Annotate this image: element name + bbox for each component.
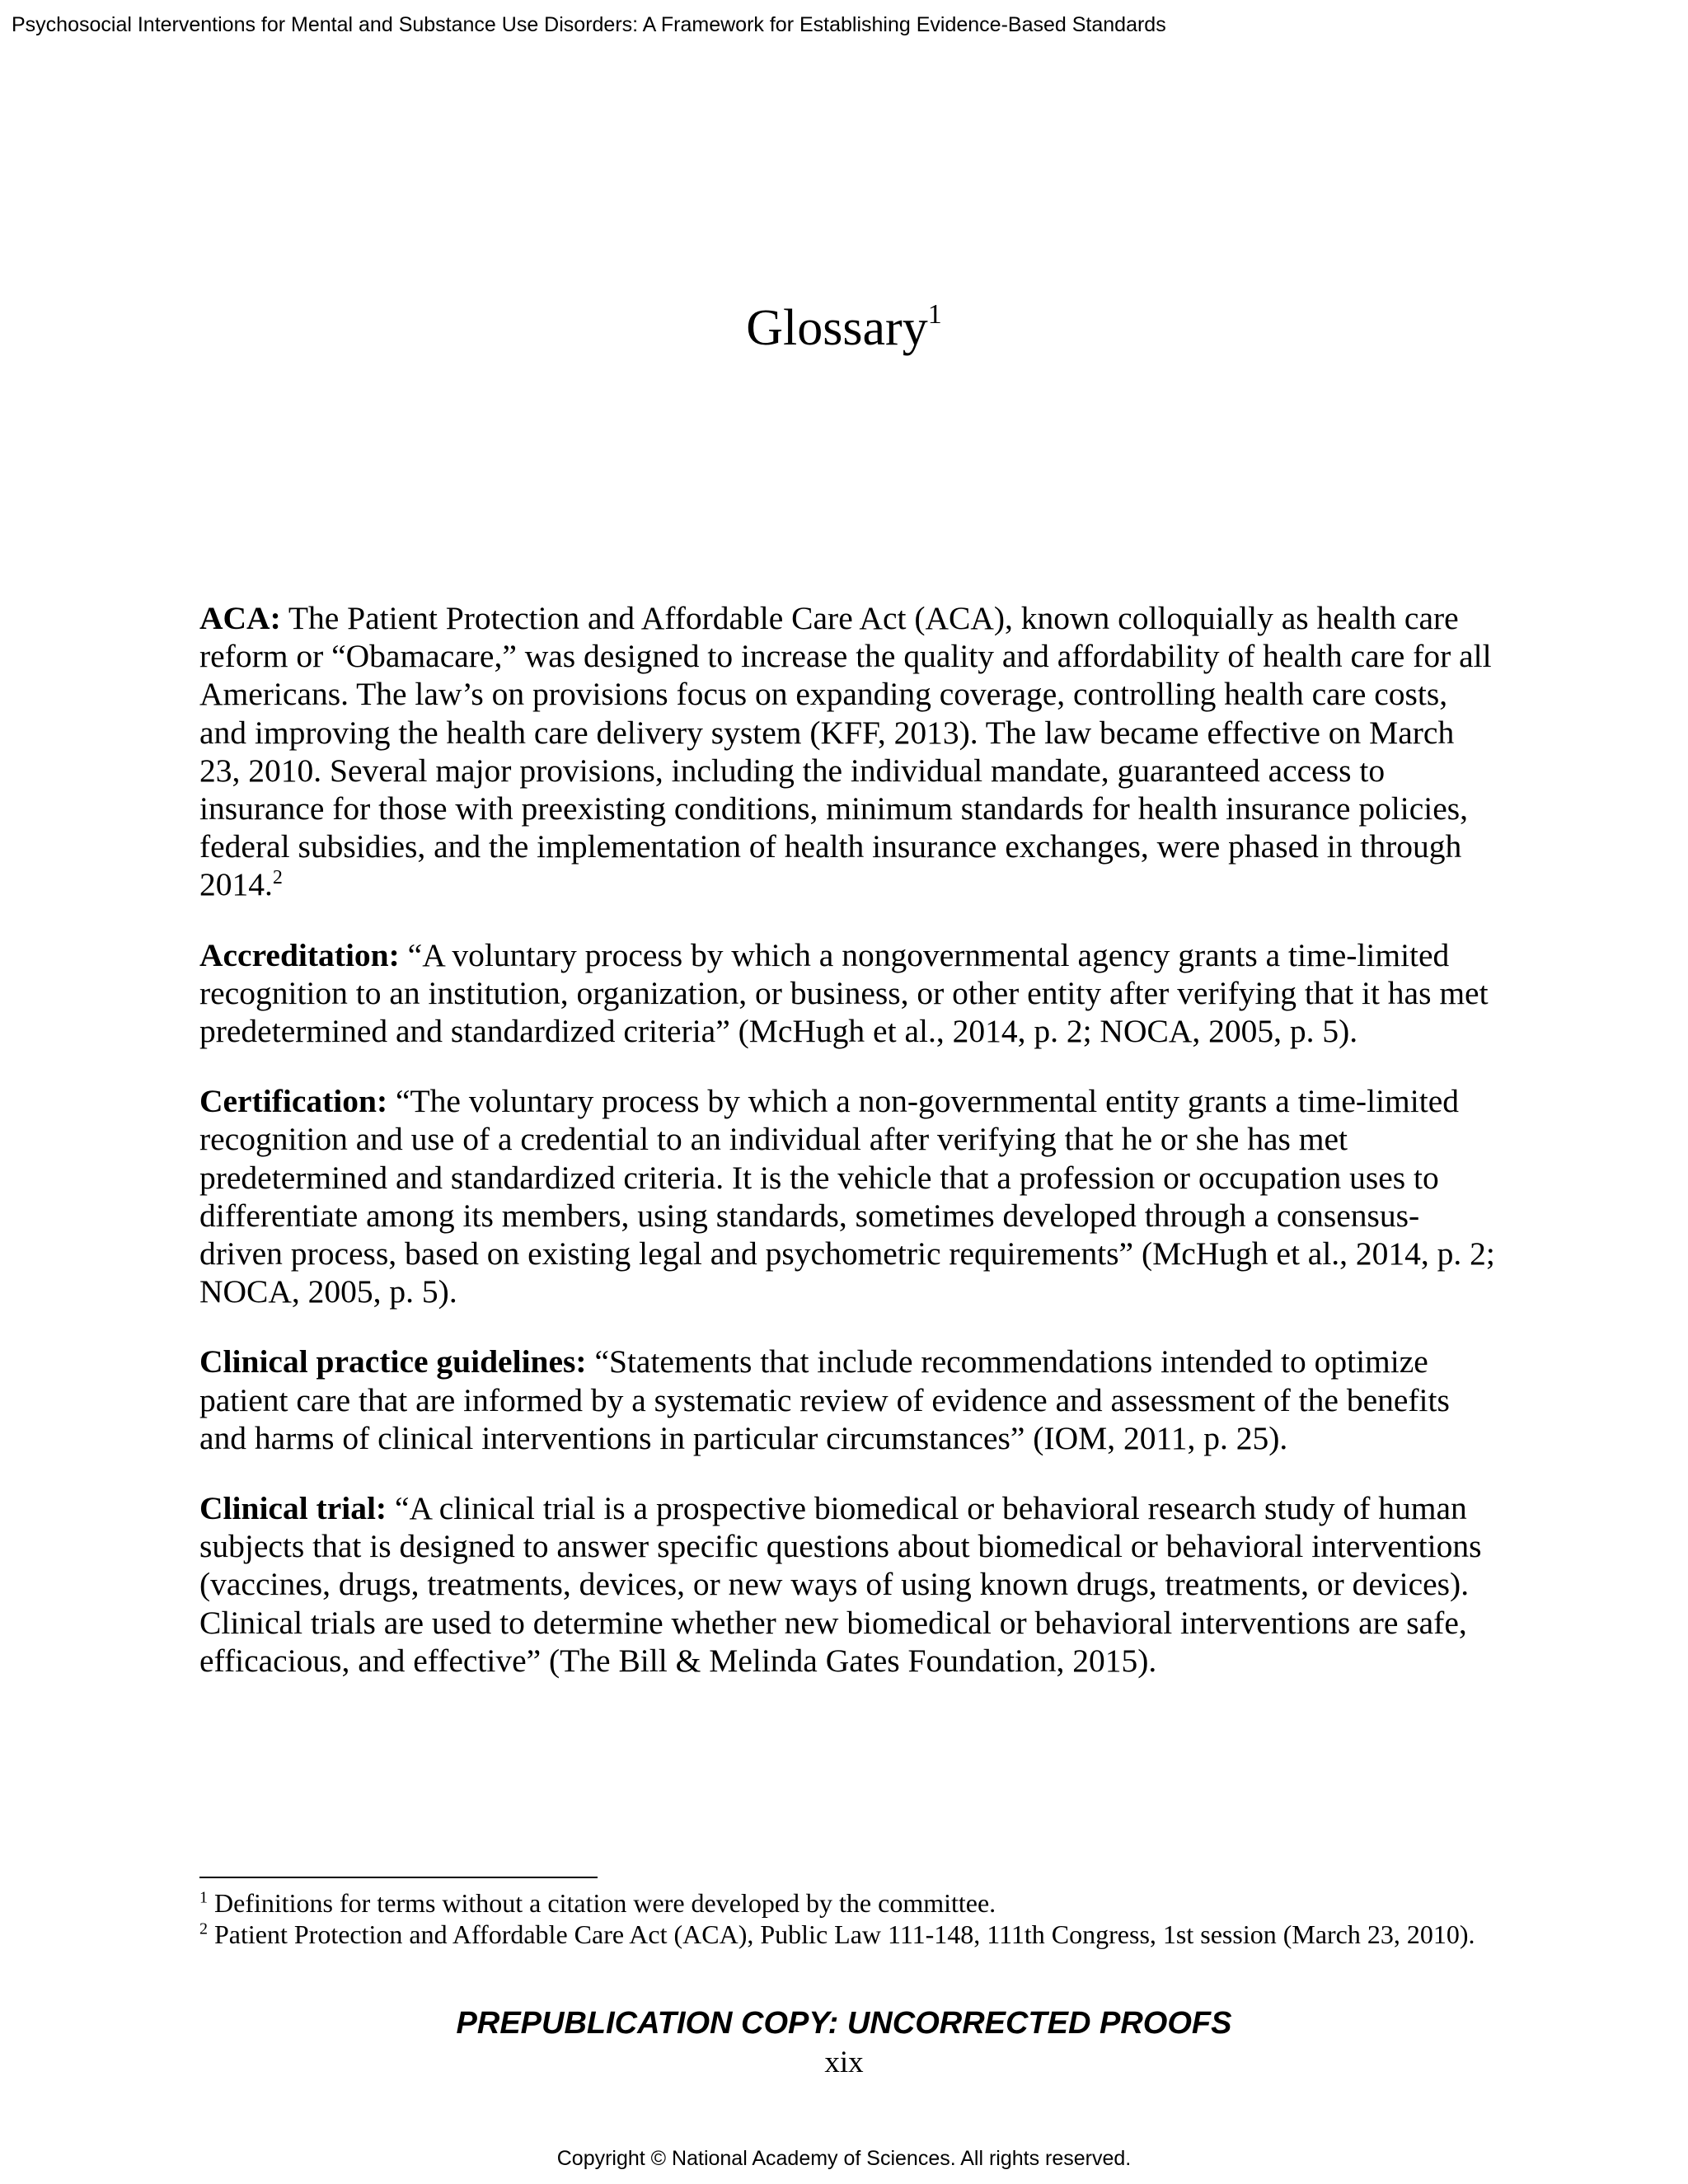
glossary-term: Clinical trial: xyxy=(199,1490,387,1527)
footnote-2 xyxy=(199,1919,1502,1950)
footnote-divider xyxy=(199,1877,598,1878)
prepublication-notice: PREPUBLICATION COPY: UNCORRECTED PROOFS xyxy=(456,2006,1232,2041)
glossary-definition: “A voluntary process by which a nongovernmental agency grants a time-limited recognition to an institution, organization, or business, or other entity after verifying that it has met predetermined and standardized criteria” (McHugh et al., 2014, p. 2; NOCA, 2005, p. 5). xyxy=(199,936,1489,1050)
glossary-term: ACA: xyxy=(199,600,281,636)
glossary-definition: “The voluntary process by which a non-governmental entity grants a time-limited recognition and use of a credential to an individual after verifying that he or she has met predetermined and standardized criteria. It is the vehicle that a profession or occupation uses to differentiate among its members, using standards, sometimes developed through a consensus-driven process, based on existing legal and psychometric requirements” (McHugh et al., 2014, p. 2; NOCA, 2005, p. 5). xyxy=(199,1083,1495,1310)
footnotes xyxy=(199,1887,1502,1950)
page-title xyxy=(0,295,1688,361)
page-title-text: Glossary xyxy=(746,300,928,356)
glossary-entry-certification xyxy=(199,1082,1502,1310)
glossary-definition: The Patient Protection and Affordable Care Act (ACA), known colloquially as health care reform or “Obamacare,” was designed to increase the quality and affordability of health care for all Americans. The law’s on provisions focus on expanding coverage, controlling health care costs, and improving the health care delivery system (KFF, 2013). The law became effective on March 23, 2010. Several major provisions, including the individual mandate, guaranteed access to insurance for those with preexisting conditions, minimum standards for health insurance policies, federal subsidies, and the implementation of health insurance exchanges, were phased in through 2014. xyxy=(199,600,1492,903)
footnote-text: Definitions for terms without a citation were developed by the committee. xyxy=(208,1888,996,1918)
glossary-term: Accreditation: xyxy=(199,936,400,973)
glossary-definition: “Statements that include recommendations intended to optimize patient care that are informed by a systematic review of evidence and assessment of the benefits and harms of clinical interventions in particular circumstances” (IOM, 2011, p. 25). xyxy=(199,1343,1450,1456)
glossary-entry-accreditation xyxy=(199,936,1502,1051)
running-header: Psychosocial Interventions for Mental and Substance Use Disorders: A Framework for Establishing Evidence-Based Standards xyxy=(12,13,1166,36)
glossary-term: Certification: xyxy=(199,1083,388,1120)
footnote-text: Patient Protection and Affordable Care Act (ACA), Public Law 111-148, 111th Congress, 1st session (March 23, 2010). xyxy=(208,1919,1475,1949)
entry-footnote-ref[interactable]: 2 xyxy=(272,867,283,889)
page-number: xix xyxy=(824,2046,864,2079)
glossary-term: Clinical practice guidelines: xyxy=(199,1343,587,1380)
footnote-number: 1 xyxy=(199,1888,208,1907)
title-footnote-ref[interactable]: 1 xyxy=(927,299,942,330)
glossary-entry-clinical-practice-guidelines xyxy=(199,1343,1502,1457)
footnote-1 xyxy=(199,1887,1502,1919)
glossary-entry-aca xyxy=(199,599,1502,904)
copyright-notice: Copyright © National Academy of Sciences. All rights reserved. xyxy=(556,2147,1132,2170)
glossary-definition: “A clinical trial is a prospective biomedical or behavioral research study of human subjects that is designed to answer specific questions about biomedical or behavioral interventions (vaccines, drugs, treatments, devices, or new ways of using known drugs, treatments, or devices). Clinical trials are used to determine whether new biomedical or behavioral interventions are safe, efficacious, and effective” (The Bill & Melinda Gates Foundation, 2015). xyxy=(199,1490,1482,1679)
footnote-number: 2 xyxy=(199,1919,208,1938)
glossary-entry-clinical-trial xyxy=(199,1489,1502,1680)
glossary-body xyxy=(199,599,1502,1712)
